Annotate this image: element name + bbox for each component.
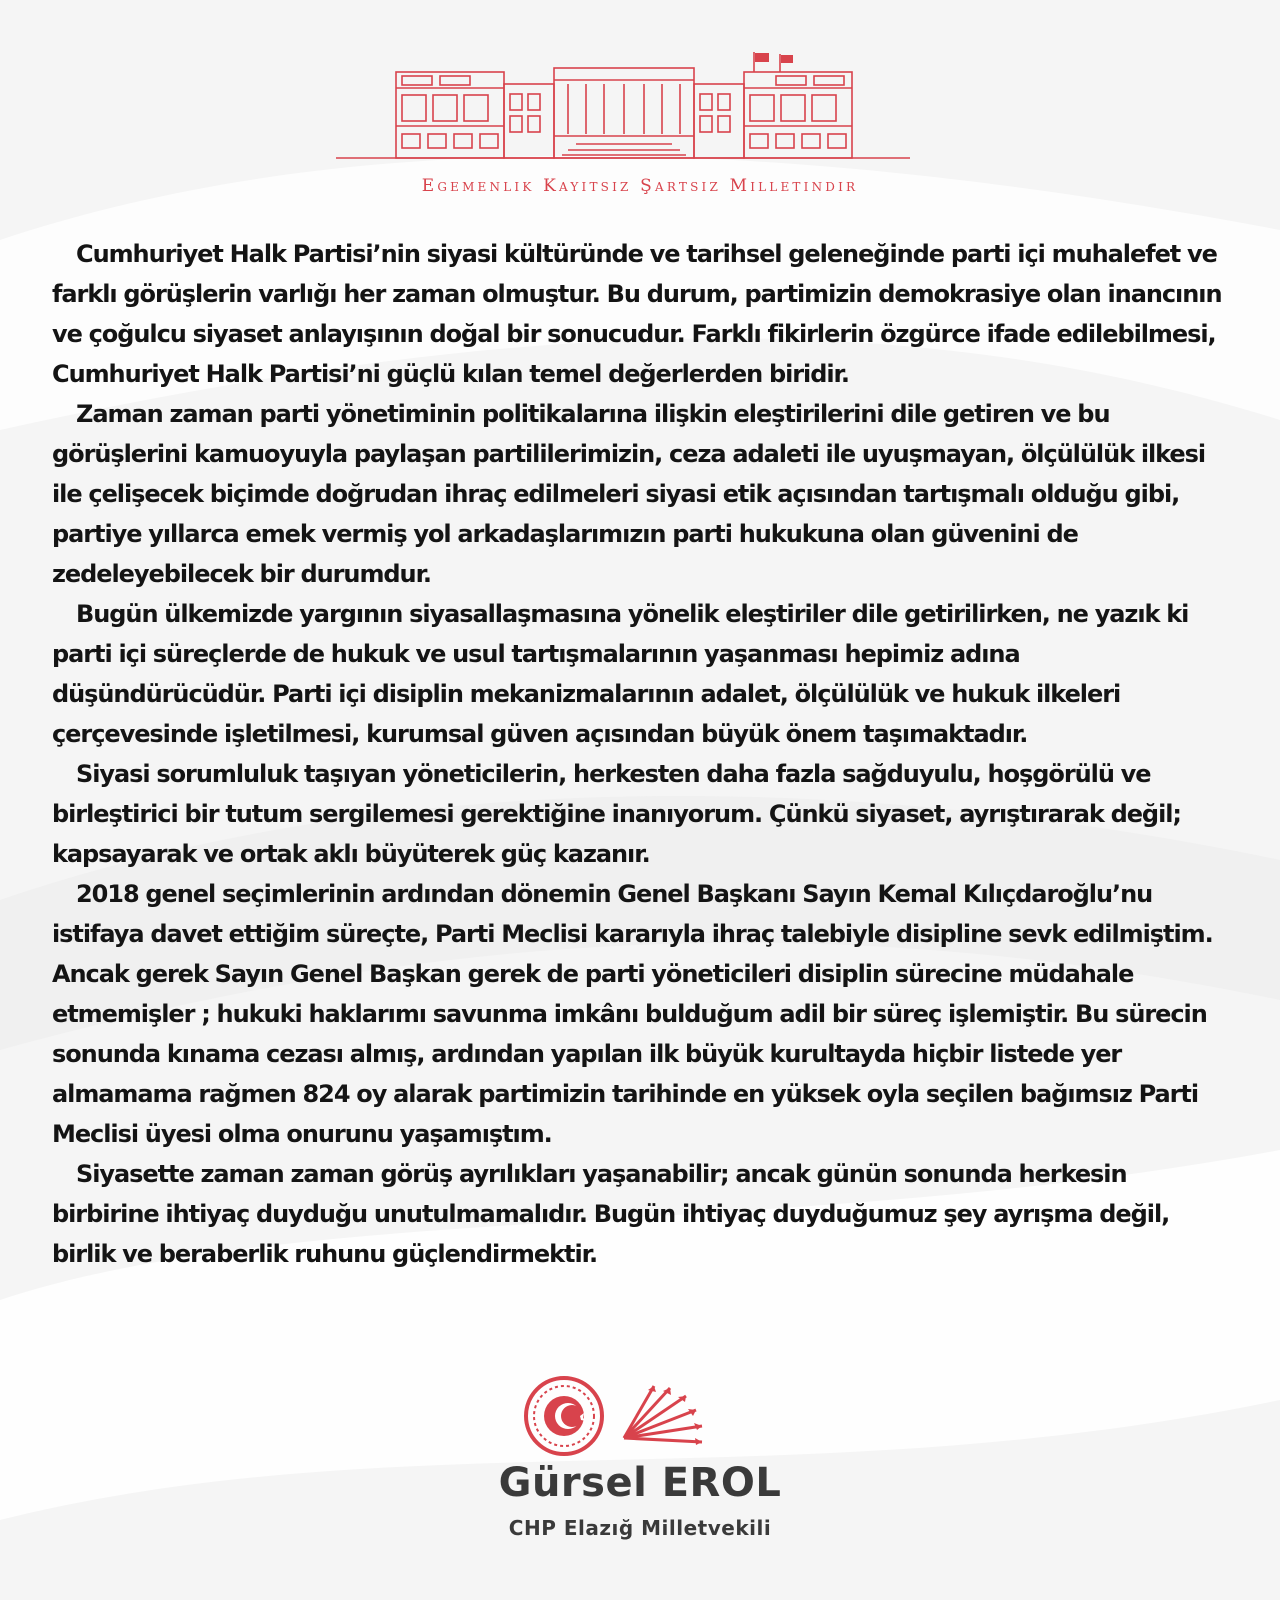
paragraph: Siyasi sorumluluk taşıyan yöneticilerin, herkesten daha fazla sağduyulu, hoşgörülü ve birleştirici bir tutum sergilemesi gerektiğine inanıyorum. Çünkü siyaset, ayrıştırarak değil; kapsayarak ve ortak aklı büyüterek güç kazanır. bbox=[52, 760, 1181, 868]
header bbox=[0, 0, 1280, 215]
logos bbox=[520, 1372, 710, 1462]
parliament-building-icon bbox=[336, 50, 910, 166]
motto-text: Egemenlik Kayıtsız Şartsız Milletindir bbox=[421, 176, 859, 196]
signature-block bbox=[0, 1370, 1280, 1600]
chp-six-arrows-icon bbox=[624, 1386, 702, 1445]
signatory-title: CHP Elazığ Milletvekili bbox=[508, 1516, 772, 1540]
paragraph: 2018 genel seçimlerinin ardından dönemin Genel Başkanı Sayın Kemal Kılıçdaroğlu’nu istifaya davet ettiğim süreçte, Parti Meclisi kararıyla ihraç talebiyle disipline sevk edilmiştim. Ancak gerek Sayın Genel Başkan gerek de parti yöneticileri disiplin sürecine müdahale etmemişler ; hukuki haklarımı savunma imkânı bulduğum adil bir süreç işlemiştir. Bu sürecin sonunda kınama cezası almış, ardından yapılan ilk büyük kurultayda hiçbir listede yer almamama rağmen 824 oy alarak partimizin tarihinde en yüksek oyla seçilen bağımsız Parti Meclisi üyesi olma onurunu yaşamıştım. bbox=[52, 880, 1213, 1148]
paragraph: Cumhuriyet Halk Partisi’nin siyasi kültüründe ve tarihsel geleneğinde parti içi muhalefet ve farklı görüşlerin varlığı her zaman olmuştur. Bu durum, partimizin demokrasiye olan inancının ve çoğulcu siyaset anlayışının doğal bir sonucudur. Farklı fikirlerin özgürce ifade edilebilmesi, Cumhuriyet Halk Partisi’ni güçlü kılan temel değerlerden biridir. bbox=[52, 240, 1222, 388]
paragraph: Zaman zaman parti yönetiminin politikalarına ilişkin eleştirilerini dile getiren ve bu görüşlerini kamuoyuyla paylaşan partililerimizin, ceza adaleti ile uyuşmayan, ölçülülük ilkesi ile çelişecek biçimde doğrudan ihraç edilmeleri siyasi etik açısından tartışmalı olduğu gibi, partiye yıllarca emek vermiş yol arkadaşlarımızın parti hukukuna olan güvenini de zedeleyebilecek bir durumdur. bbox=[52, 400, 1206, 588]
paragraph: Bugün ülkemizde yargının siyasallaşmasına yönelik eleştiriler dile getirilirken, ne yazık ki parti içi süreçlerde de hukuk ve usul tartışmalarının yaşanması hepimiz adına düşündürücüdür. Parti içi disiplin mekanizmalarının adalet, ölçülülük ve hukuk ilkeleri çerçevesinde işletilmesi, kurumsal güven açısından büyük önem taşımaktadır. bbox=[52, 600, 1189, 748]
paragraph: Siyasette zaman zaman görüş ayrılıkları yaşanabilir; ancak günün sonunda herkesin birbirine ihtiyaç duyduğu unutulmamalıdır. Bugün ihtiyaç duyduğumuz şey ayrışma değil, birlik ve beraberlik ruhunu güçlendirmektir. bbox=[52, 1160, 1170, 1268]
tbmm-seal-icon bbox=[526, 1378, 602, 1454]
signatory-name: Gürsel EROL bbox=[498, 1460, 782, 1506]
statement-body bbox=[52, 234, 1232, 1274]
